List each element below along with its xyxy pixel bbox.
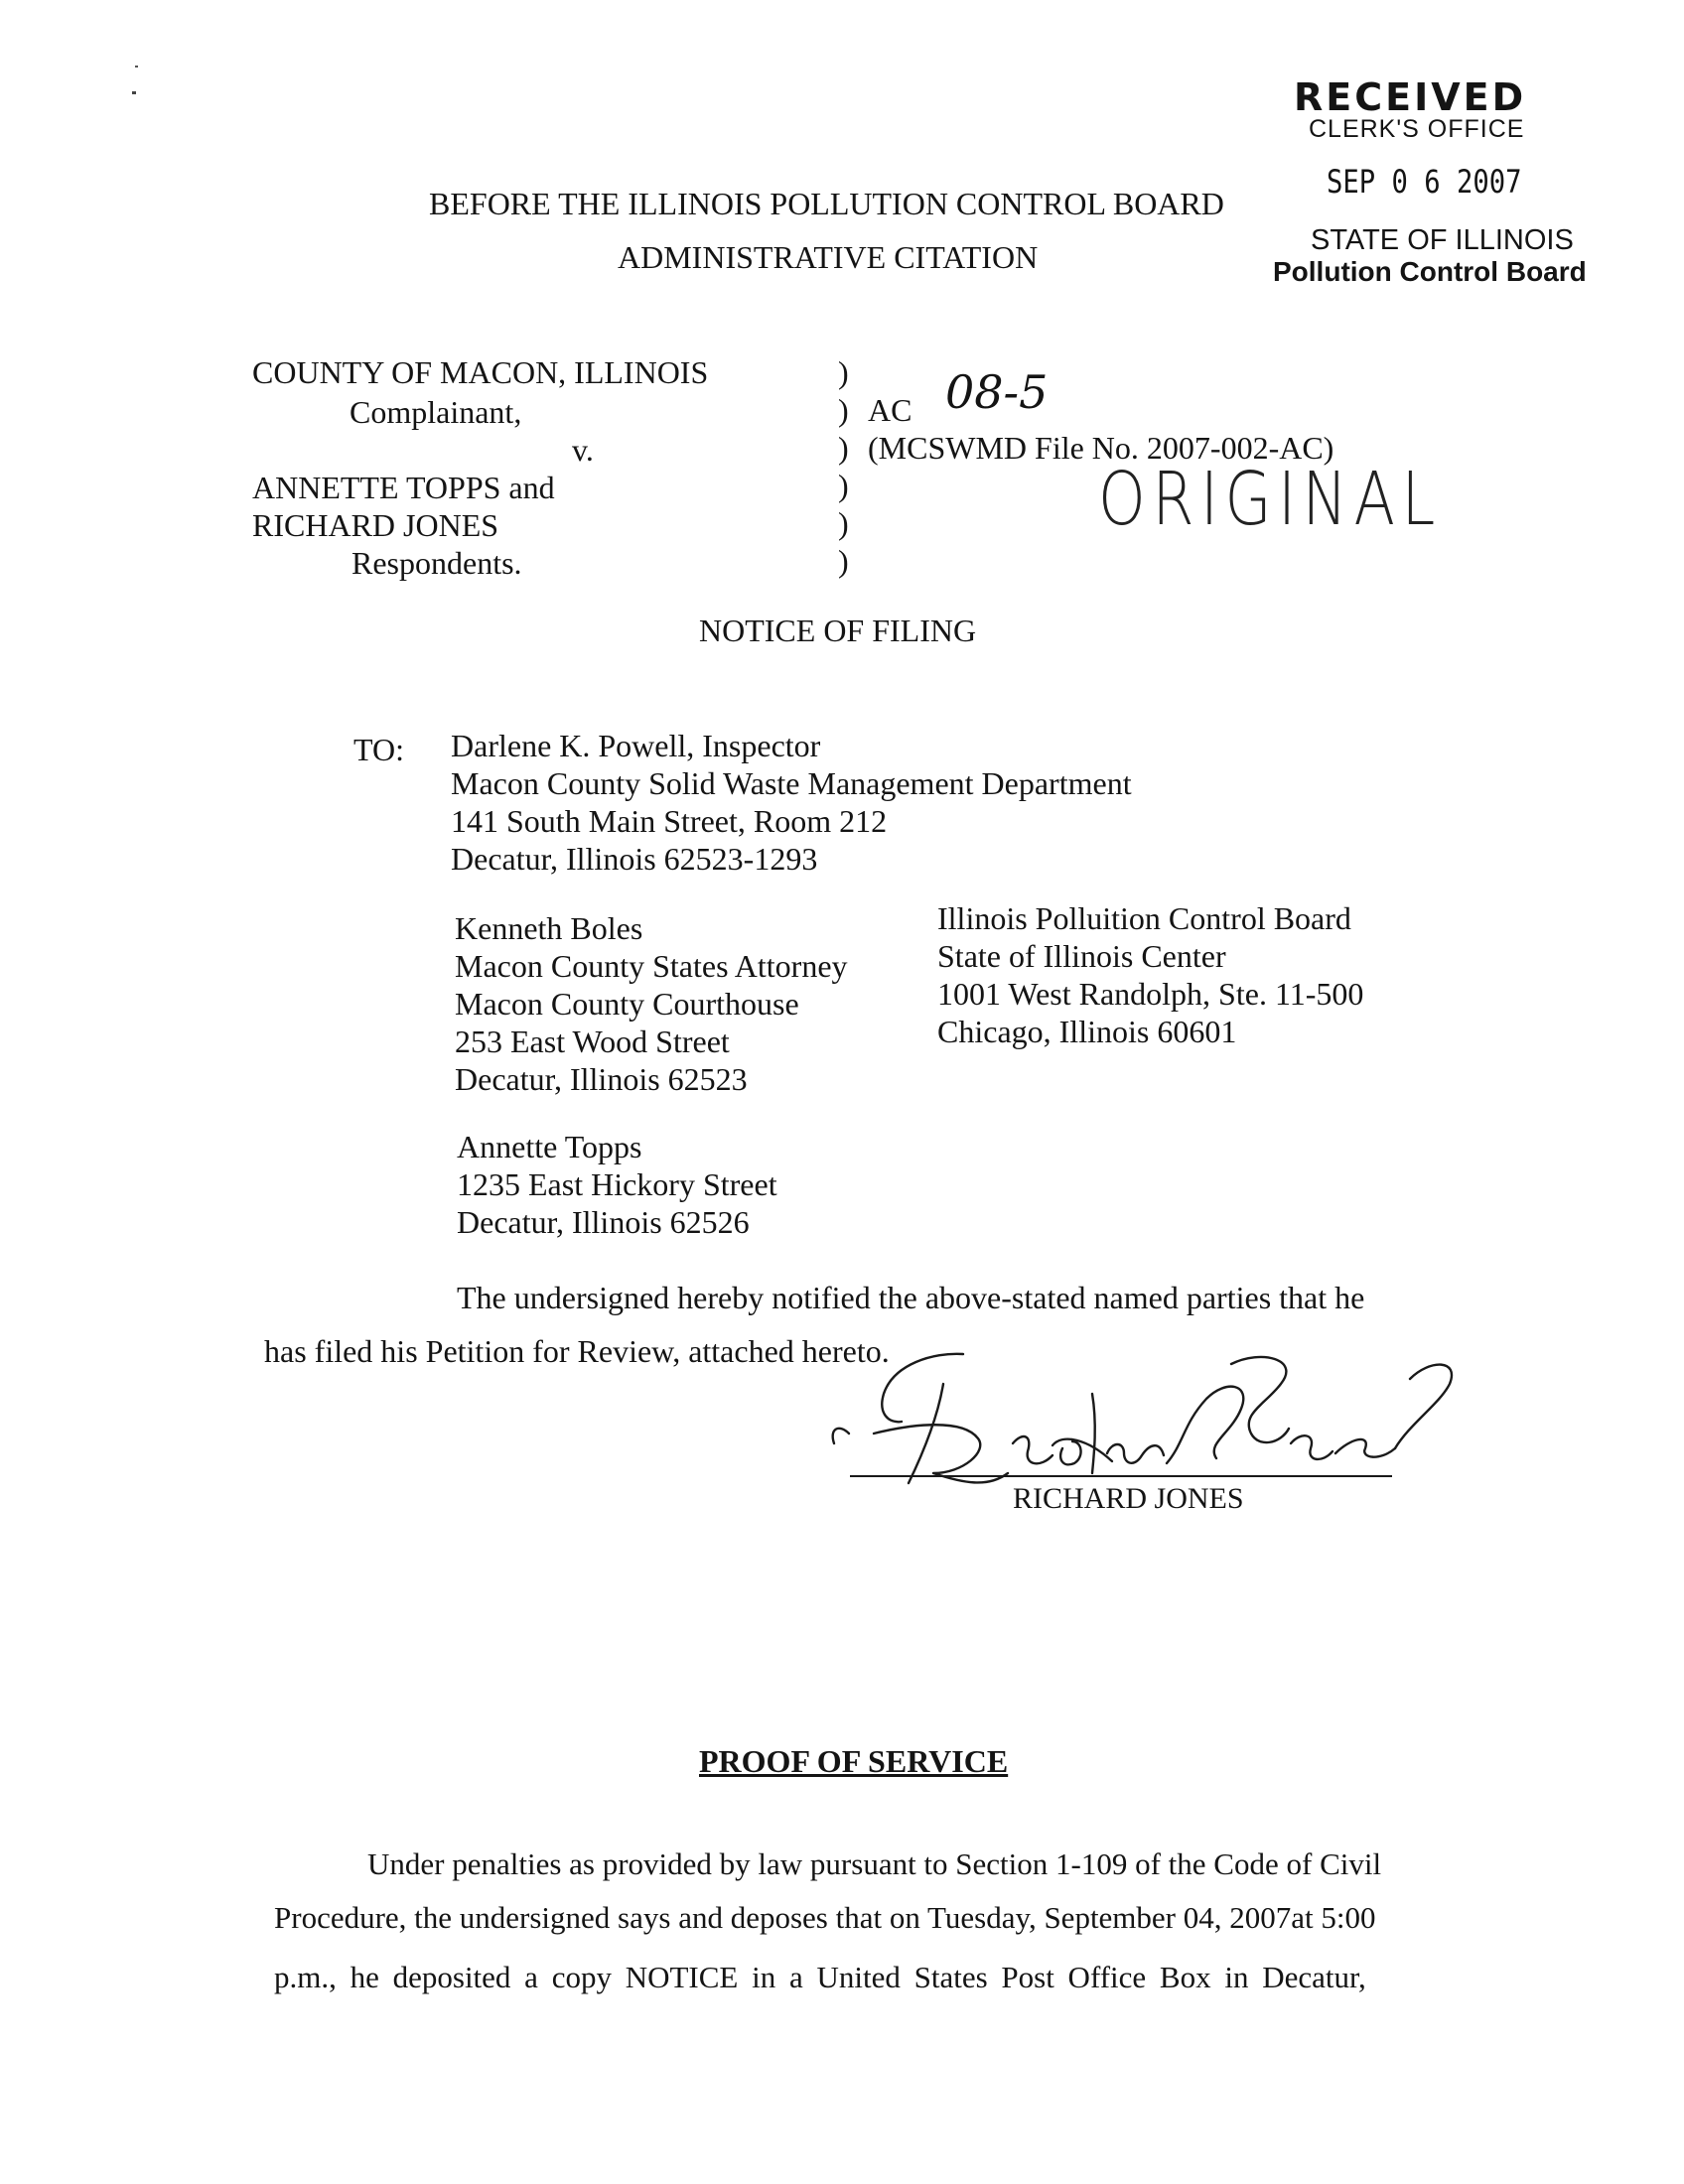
- caption-paren: ): [838, 430, 849, 466]
- proof-of-service-title: PROOF OF SERVICE: [699, 1743, 1009, 1779]
- original-stamp: ORIGINAL: [1098, 457, 1442, 542]
- scan-speck: [135, 66, 138, 68]
- address-line: 1235 East Hickory Street: [457, 1166, 777, 1202]
- notice-body-line-2: has filed his Petition for Review, attached hereto.: [264, 1333, 890, 1369]
- address-line: Chicago, Illinois 60601: [937, 1014, 1237, 1049]
- respondent-role: Respondents.: [351, 545, 522, 581]
- proof-body-line-1: Under penalties as provided by law pursuant to Section 1-109 of the Code of Civil: [367, 1846, 1382, 1881]
- address-line: Decatur, Illinois 62523: [455, 1061, 748, 1097]
- citation-heading: ADMINISTRATIVE CITATION: [618, 239, 1039, 275]
- address-line: Kenneth Boles: [455, 910, 643, 946]
- notice-title: NOTICE OF FILING: [699, 613, 977, 648]
- signature-line: [850, 1475, 1392, 1477]
- address-line: Illinois Polluition Control Board: [937, 900, 1351, 936]
- to-label: TO:: [353, 732, 404, 767]
- case-prefix: AC: [868, 392, 912, 428]
- caption-paren-column: [838, 353, 849, 580]
- address-line: Darlene K. Powell, Inspector: [451, 728, 821, 763]
- address-line: 141 South Main Street, Room 212: [451, 803, 888, 839]
- caption-paren: ): [838, 505, 849, 541]
- file-number: (MCSWMD File No. 2007-002-AC): [868, 430, 1334, 466]
- received-stamp-date: SEP 0 6 2007: [1327, 163, 1522, 201]
- received-stamp-clerks-office: CLERK'S OFFICE: [1309, 115, 1525, 143]
- caption-paren: ): [838, 543, 849, 579]
- caption-paren: ): [838, 354, 849, 390]
- caption-paren: ): [838, 392, 849, 428]
- versus: v.: [572, 432, 594, 468]
- respondent-name-2: RICHARD JONES: [252, 507, 499, 543]
- respondent-name-1: ANNETTE TOPPS and: [252, 470, 555, 505]
- complainant-name: COUNTY OF MACON, ILLINOIS: [252, 354, 709, 390]
- received-stamp-board: Pollution Control Board: [1273, 256, 1587, 287]
- addressee-states-attorney: [455, 909, 848, 1098]
- addressee-inspector: [451, 727, 1132, 878]
- proof-body-line-3: p.m., he deposited a copy NOTICE in a United States Post Office Box in Decatur,: [274, 1960, 1366, 1994]
- address-line: Decatur, Illinois 62523-1293: [451, 841, 818, 877]
- addressee-pollution-board: [937, 899, 1363, 1050]
- received-stamp-title: RECEIVED: [1294, 75, 1527, 119]
- address-line: Annette Topps: [457, 1129, 642, 1164]
- address-line: Macon County States Attorney: [455, 948, 848, 984]
- scan-speck: [132, 91, 136, 94]
- address-line: Decatur, Illinois 62526: [457, 1204, 750, 1240]
- addressee-respondent: [457, 1128, 777, 1241]
- case-number-handwritten: 08-5: [945, 365, 1049, 419]
- address-line: Macon County Courthouse: [455, 986, 799, 1022]
- court-heading: BEFORE THE ILLINOIS POLLUTION CONTROL BOARD: [429, 186, 1224, 221]
- complainant-role: Complainant,: [350, 394, 522, 430]
- notice-body-line-1: The undersigned hereby notified the above-stated named parties that he: [457, 1280, 1365, 1315]
- proof-body-line-2: Procedure, the undersigned says and deposes that on Tuesday, September 04, 2007at 5:00: [274, 1900, 1376, 1935]
- address-line: Macon County Solid Waste Management Department: [451, 765, 1132, 801]
- address-line: State of Illinois Center: [937, 938, 1226, 974]
- received-stamp-state: STATE OF ILLINOIS: [1311, 224, 1574, 256]
- signatory-name: RICHARD JONES: [1013, 1482, 1244, 1515]
- address-line: 253 East Wood Street: [455, 1024, 730, 1059]
- caption-paren: ): [838, 468, 849, 503]
- address-line: 1001 West Randolph, Ste. 11-500: [937, 976, 1364, 1012]
